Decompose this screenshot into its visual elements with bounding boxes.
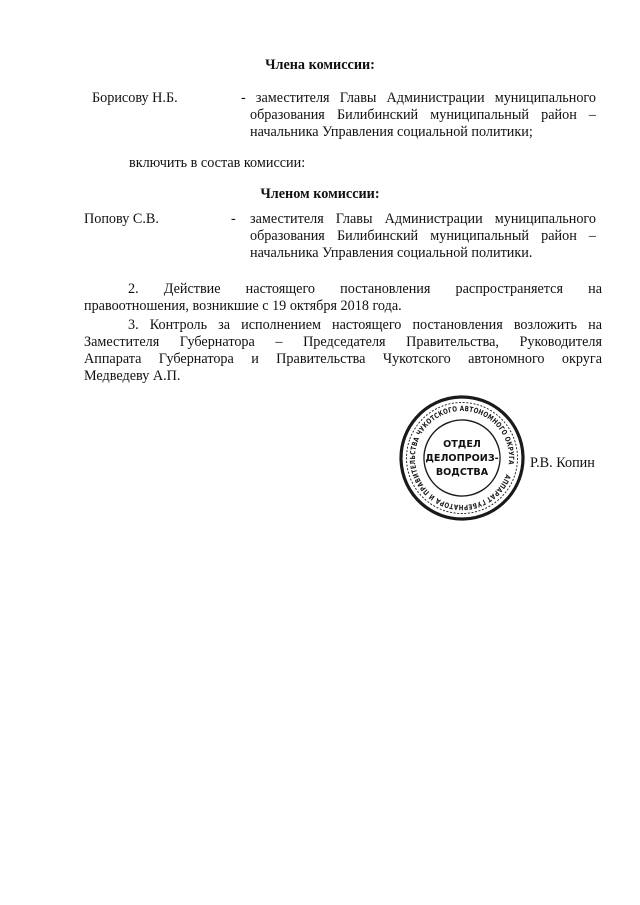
clause3 bbox=[84, 317, 602, 385]
signatory-name: Р.В. Копин bbox=[530, 455, 595, 471]
clause2-line: правоотношения, возникшие с 19 октября 2018 года. bbox=[84, 298, 402, 314]
section1-position-line: - заместителя Главы Администрации муниципального bbox=[241, 90, 596, 106]
clause3-line: 3. Контроль за исполнением настоящего постановления возложить на bbox=[128, 317, 602, 333]
stamp-center-line: ДЕЛОПРОИЗ- bbox=[425, 453, 499, 464]
section2-position-line: образования Билибинский муниципальный район – bbox=[250, 228, 596, 244]
clause2 bbox=[84, 281, 602, 315]
clause3-line: Медведеву А.П. bbox=[84, 368, 181, 384]
include-text: включить в состав комиссии: bbox=[129, 155, 306, 171]
section1-heading: Члена комиссии: bbox=[265, 57, 375, 73]
section2-position-line: начальника Управления социальной политики. bbox=[250, 245, 533, 261]
section2-position-line: заместителя Главы Администрации муниципального bbox=[250, 211, 596, 227]
section2-person-name: Попову С.В. bbox=[84, 211, 159, 227]
section2-dash: - bbox=[231, 211, 236, 227]
stamp-center-line: ВОДСТВА bbox=[435, 467, 489, 478]
section2-position bbox=[250, 211, 596, 262]
section1-position-line: начальника Управления социальной политики; bbox=[250, 124, 533, 140]
stamp-center-line: ОТДЕЛ bbox=[443, 439, 481, 450]
section1-person-name: Борисову Н.Б. bbox=[92, 90, 178, 106]
clause3-line: Аппарата Губернатора и Правительства Чукотского автономного округа bbox=[84, 351, 602, 367]
section2-heading: Членом комиссии: bbox=[260, 186, 380, 202]
section1-position-line: образования Билибинский муниципальный район – bbox=[250, 107, 596, 123]
clause3-line: Заместителя Губернатора – Председателя Правительства, Руководителя bbox=[84, 334, 602, 350]
stamp-seal bbox=[397, 393, 527, 523]
stamp-ring-text: АППАРАТ ГУБЕРНАТОРА И ПРАВИТЕЛЬСТВА ЧУКОТСКОГО АВТОНОМНОГО ОКРУГА bbox=[407, 403, 517, 513]
section1-position bbox=[241, 90, 596, 141]
clause2-line: 2. Действие настоящего постановления распространяется на bbox=[128, 281, 602, 297]
